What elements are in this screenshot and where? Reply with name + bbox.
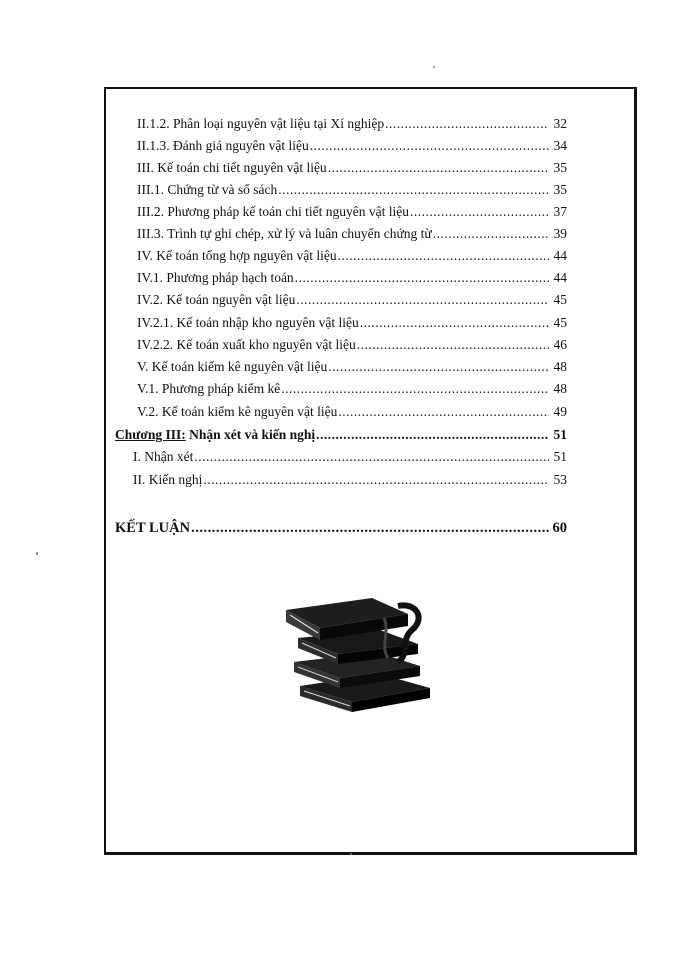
toc-entry-page: 53 xyxy=(553,472,567,487)
toc-conclusion-label: KẾT LUẬN xyxy=(115,520,191,536)
toc-entry-page: 44 xyxy=(553,270,567,285)
toc-entry[interactable] xyxy=(137,137,567,155)
toc-leader-dots xyxy=(310,137,549,155)
toc-entry-page: 35 xyxy=(553,160,567,175)
toc-entry[interactable] xyxy=(137,269,567,287)
toc-leader-dots xyxy=(316,426,549,444)
toc-chapter-page: 51 xyxy=(553,427,567,442)
toc-leader-dots xyxy=(295,269,549,287)
toc-entry-page: 34 xyxy=(553,138,567,153)
toc-entry-label: V.2. Kế toán kiểm kê nguyên vật liệu xyxy=(137,404,338,419)
toc-entry-label: II.1.3. Đánh giá nguyên vật liệu xyxy=(137,138,309,153)
toc-leader-dots xyxy=(278,181,549,199)
scan-speck xyxy=(36,552,38,555)
toc-conclusion[interactable] xyxy=(115,519,567,537)
toc-entry[interactable] xyxy=(137,336,567,354)
toc-entry-page: 45 xyxy=(553,315,567,330)
toc-entry-label: IV. Kế toán tổng hợp nguyên vật liệu xyxy=(137,248,337,263)
toc-entry-label: V. Kế toán kiểm kê nguyên vật liệu xyxy=(137,359,328,374)
toc-entry-label: III.2. Phương pháp kế toán chi tiết nguyên vật liệu xyxy=(137,204,410,219)
toc-entry[interactable] xyxy=(137,314,567,332)
toc-entry-label: III.3. Trình tự ghi chép, xử lý và luân chuyển chứng từ xyxy=(137,226,432,241)
toc-entry[interactable] xyxy=(137,159,567,177)
toc-conclusion-page: 60 xyxy=(552,520,567,536)
toc-leader-dots xyxy=(191,519,549,537)
toc-leader-dots xyxy=(385,115,549,133)
scan-speck xyxy=(433,66,435,68)
toc-entry[interactable] xyxy=(137,181,567,199)
toc-entry-label: III.1. Chứng từ và sổ sách xyxy=(137,182,278,197)
toc-entry[interactable] xyxy=(137,358,567,376)
scan-speck xyxy=(350,853,352,855)
toc-entry-page: 39 xyxy=(553,226,567,241)
toc-entry[interactable] xyxy=(137,291,567,309)
toc-leader-dots xyxy=(203,471,549,489)
toc-entry-label: IV.2. Kế toán nguyên vật liệu xyxy=(137,292,296,307)
toc-entry-label: IV.1. Phương pháp hạch toán xyxy=(137,270,294,285)
toc-leader-dots xyxy=(296,291,549,309)
toc-entry-page: 35 xyxy=(553,182,567,197)
toc-entry-label: V.1. Phương pháp kiểm kê xyxy=(137,381,281,396)
toc-entry-page: 48 xyxy=(553,359,567,374)
toc-leader-dots xyxy=(328,159,549,177)
toc-entry-page: 45 xyxy=(553,292,567,307)
toc-entry-page: 37 xyxy=(553,204,567,219)
stack-of-books-icon xyxy=(280,588,440,718)
toc-entry-page: 48 xyxy=(553,381,567,396)
toc-leader-dots xyxy=(410,203,549,221)
toc-entry[interactable] xyxy=(137,225,567,243)
toc-entry-label: II.1.2. Phân loại nguyên vật liệu tại Xí nghiệp xyxy=(137,116,385,131)
toc-chapter-heading[interactable] xyxy=(115,426,567,444)
toc-entry[interactable] xyxy=(137,403,567,421)
toc-leader-dots xyxy=(360,314,549,332)
toc-chapter-title: Nhận xét và kiến nghị xyxy=(185,427,316,442)
toc-leader-dots xyxy=(357,336,549,354)
toc-chapter-prefix: Chương III: xyxy=(115,427,186,442)
toc-entry-label: IV.2.2. Kế toán xuất kho nguyên vật liệu xyxy=(137,337,356,352)
toc-entry[interactable] xyxy=(133,471,567,489)
toc-entry-page: 32 xyxy=(553,116,567,131)
toc-entry[interactable] xyxy=(137,380,567,398)
toc-entry-page: 46 xyxy=(553,337,567,352)
toc-leader-dots xyxy=(433,225,549,243)
toc-leader-dots xyxy=(194,448,549,466)
toc-entry-label: II. Kiến nghị xyxy=(133,472,203,487)
toc-entry-label: III. Kế toán chi tiết nguyên vật liệu xyxy=(137,160,327,175)
toc-leader-dots xyxy=(338,247,549,265)
toc-entry-page: 51 xyxy=(553,449,567,464)
toc-entry-label: IV.2.1. Kế toán nhập kho nguyên vật liệu xyxy=(137,315,359,330)
toc-leader-dots xyxy=(281,380,549,398)
toc-entry[interactable] xyxy=(137,247,567,265)
toc-entry[interactable] xyxy=(137,115,567,133)
toc-entry[interactable] xyxy=(137,203,567,221)
toc-entry-page: 49 xyxy=(553,404,567,419)
toc-entry[interactable] xyxy=(133,448,567,466)
toc-chapter-label xyxy=(115,426,315,444)
toc-leader-dots xyxy=(328,358,549,376)
toc-entry-page: 44 xyxy=(553,248,567,263)
toc-leader-dots xyxy=(338,403,549,421)
toc-entry-label: I. Nhận xét xyxy=(133,449,194,464)
